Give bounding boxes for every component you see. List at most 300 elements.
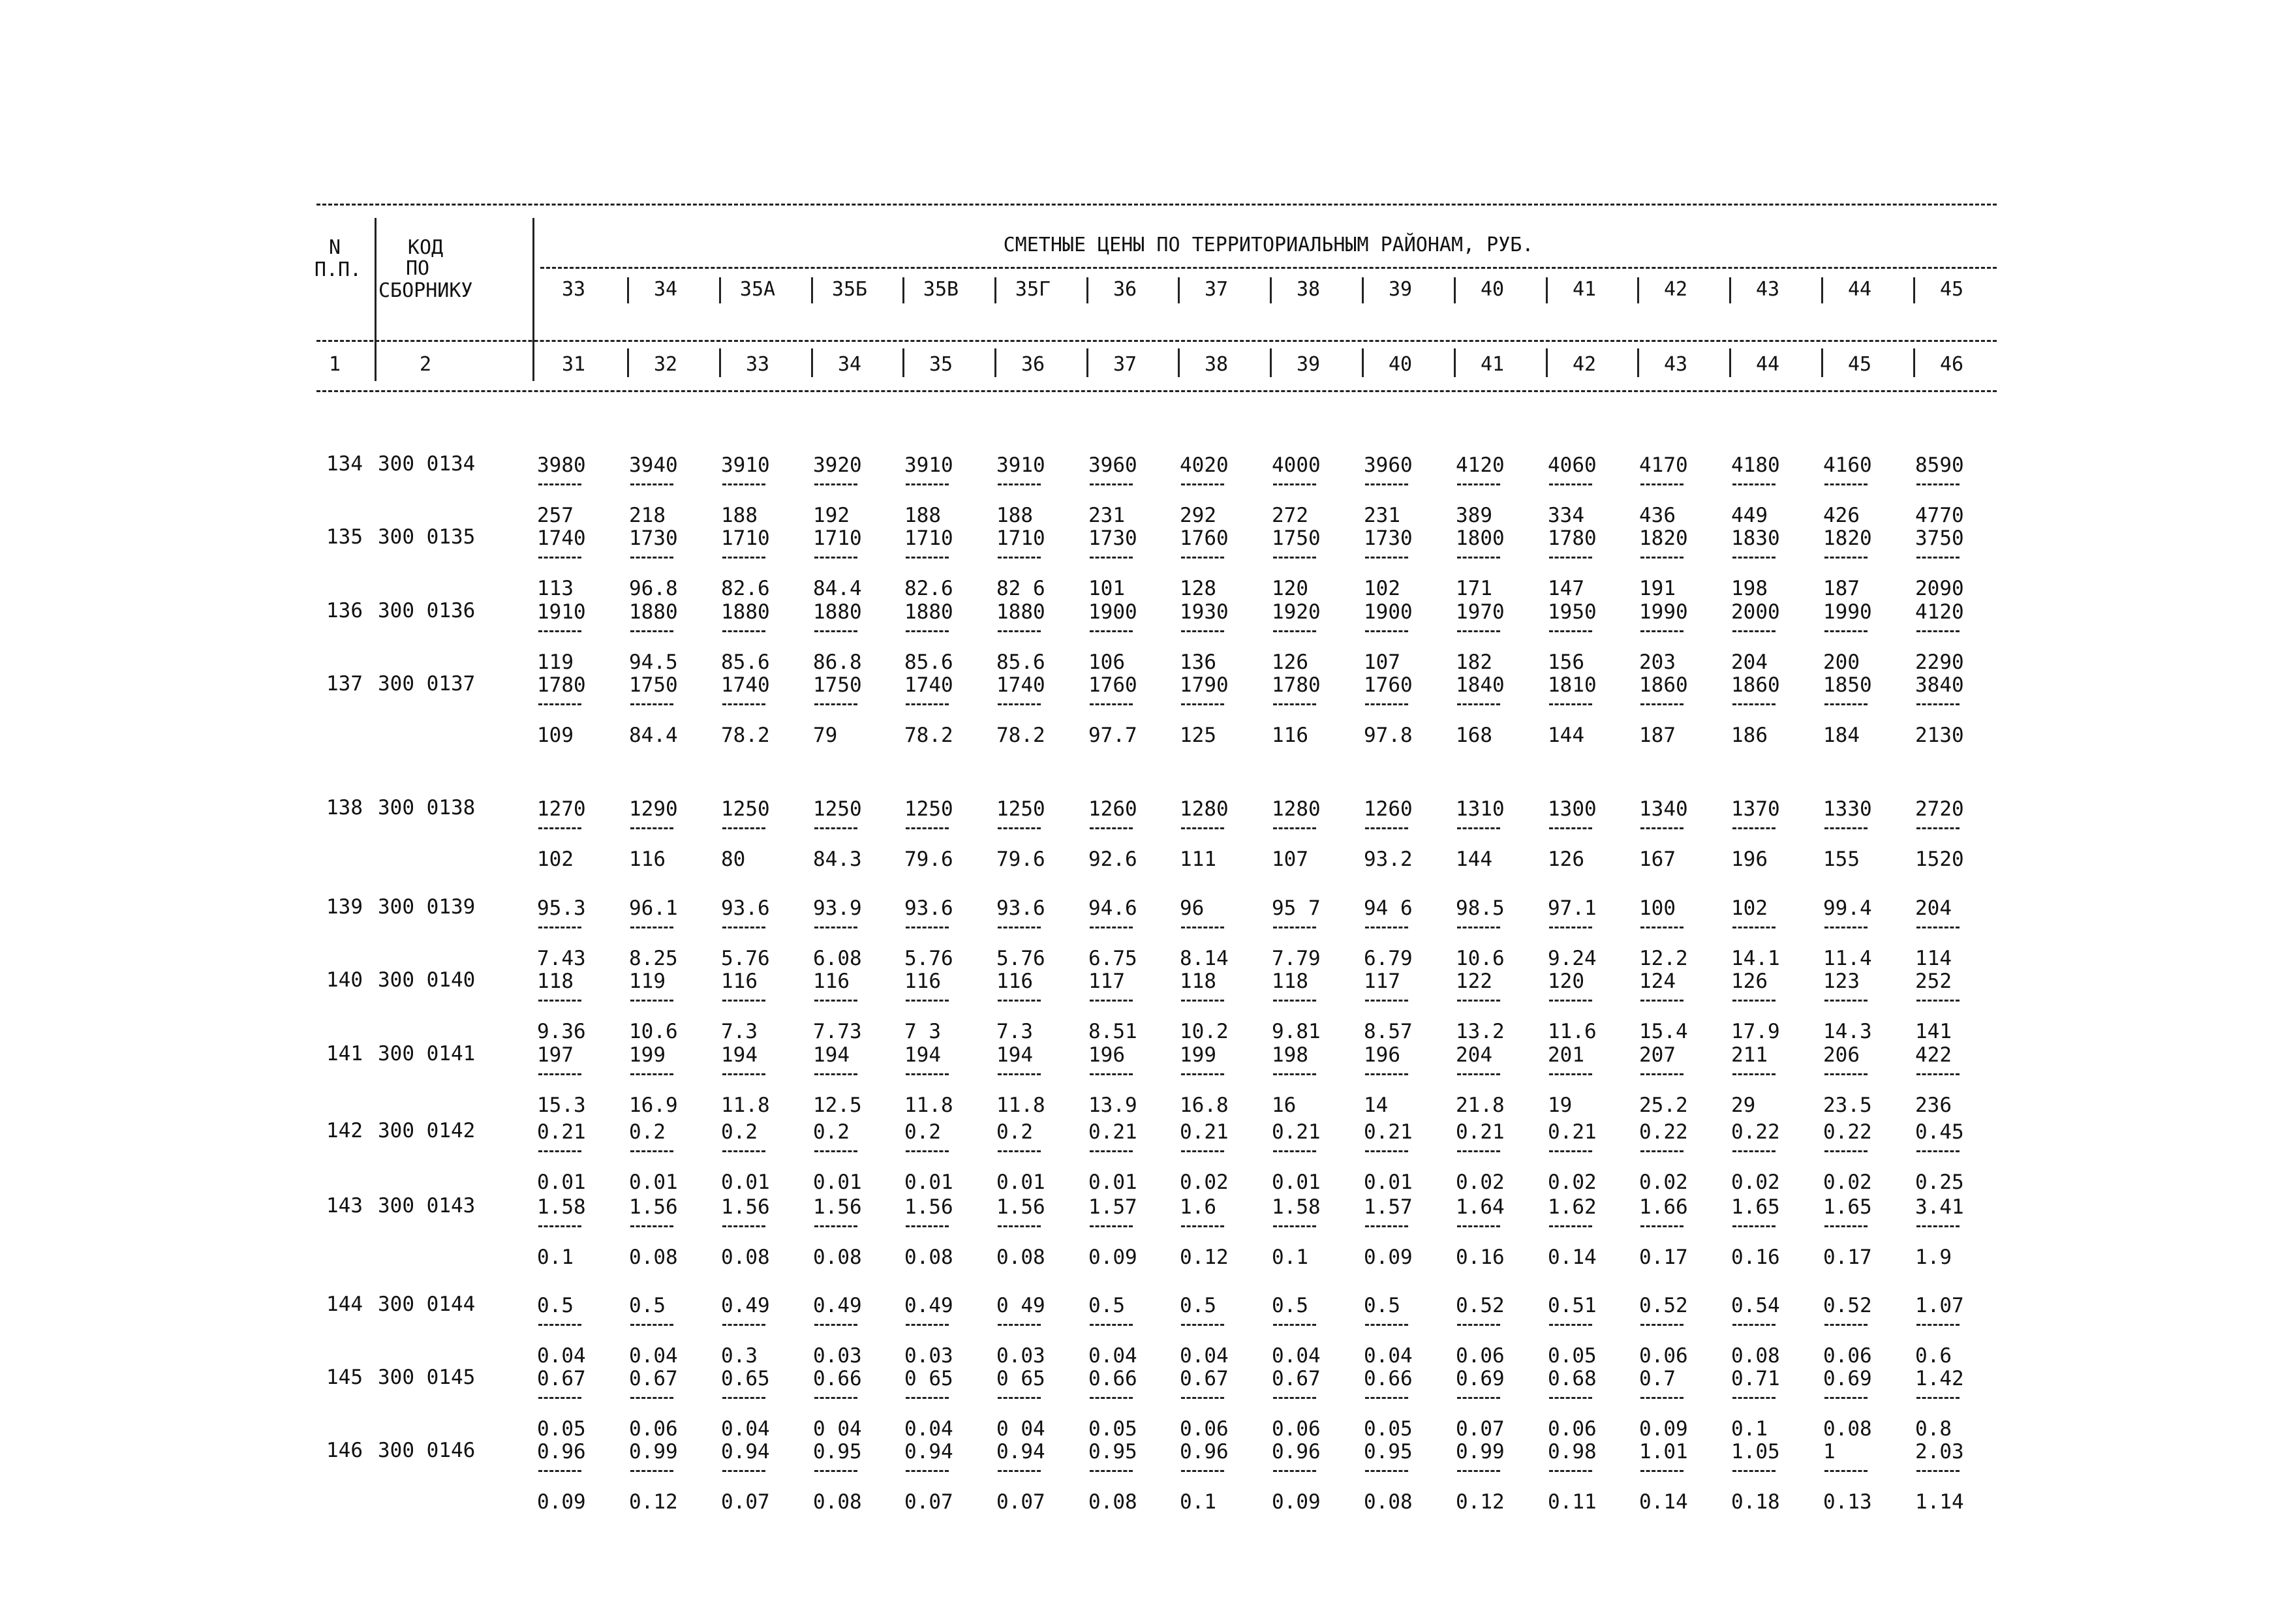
- price-value: 1250: [996, 797, 1045, 821]
- price-value: 124: [1639, 970, 1676, 993]
- price-value: 1250: [721, 797, 770, 821]
- fraction-bar: [630, 557, 673, 559]
- price-value: 206: [1823, 1043, 1860, 1067]
- fraction-bar: [998, 1470, 1041, 1472]
- row-number: 138: [326, 796, 363, 820]
- row-number: 143: [326, 1194, 363, 1218]
- price-value: 199: [1180, 1043, 1216, 1067]
- row-code: 300 0136: [378, 599, 476, 622]
- price-value: 0.21: [1364, 1120, 1413, 1144]
- fraction-bar: [814, 630, 857, 632]
- price-value-lower: 13.2: [1456, 1020, 1505, 1043]
- price-value-lower: 0.14: [1548, 1246, 1597, 1269]
- price-value: 1710: [721, 527, 770, 550]
- fraction-bar: [998, 630, 1041, 632]
- row-number: 134: [326, 452, 363, 476]
- fraction-bar: [1457, 1324, 1500, 1326]
- price-value-lower: 86.8: [813, 651, 862, 674]
- index-col-sep: [627, 348, 629, 377]
- fraction-bar: [814, 1073, 857, 1075]
- price-value: 0 49: [996, 1294, 1045, 1317]
- fraction-bar: [1732, 927, 1776, 928]
- fraction-bar: [906, 1073, 949, 1075]
- price-value-lower: 147: [1548, 577, 1584, 600]
- price-value-lower: 0.06: [1548, 1417, 1597, 1441]
- price-value-lower: 0.12: [1180, 1246, 1229, 1269]
- price-value: 1310: [1456, 797, 1505, 821]
- fraction-bar: [1916, 630, 1960, 632]
- price-value: 1900: [1364, 600, 1413, 624]
- price-value: 1760: [1088, 673, 1137, 697]
- fraction-bar: [1549, 1073, 1592, 1075]
- price-value: 1.66: [1639, 1195, 1688, 1219]
- fraction-bar: [1824, 1397, 1868, 1399]
- fraction-bar: [1273, 1150, 1316, 1152]
- price-value-lower: 19: [1548, 1094, 1573, 1117]
- price-value-lower: 8.57: [1364, 1020, 1413, 1043]
- fraction-bar: [630, 1324, 673, 1326]
- price-value: 0.95: [1088, 1440, 1137, 1463]
- price-value-lower: 2290: [1915, 651, 1964, 674]
- price-value: 0.99: [629, 1440, 678, 1463]
- price-value-lower: 188: [904, 504, 941, 527]
- fraction-bar: [1365, 1397, 1408, 1399]
- price-value-lower: 16.9: [629, 1094, 678, 1117]
- price-value-lower: 23.5: [1823, 1094, 1872, 1117]
- price-value: 4000: [1272, 453, 1321, 477]
- price-value-lower: 0.08: [1823, 1417, 1872, 1441]
- fraction-bar: [630, 1470, 673, 1472]
- price-value: 118: [537, 970, 574, 993]
- district-col-sep: [719, 277, 721, 303]
- fraction-bar: [1365, 1073, 1408, 1075]
- district-header: 34: [653, 278, 678, 301]
- fraction-bar: [1916, 557, 1960, 559]
- district-col-sep: [627, 277, 629, 303]
- price-value: 1920: [1272, 600, 1321, 624]
- column-number: 44: [1755, 353, 1780, 376]
- price-value: 0.94: [721, 1440, 770, 1463]
- price-value: 1840: [1456, 673, 1505, 697]
- fraction-bar: [1457, 703, 1500, 705]
- price-value-lower: 7.43: [537, 947, 586, 970]
- header-main-title: СМЕТНЫЕ ЦЕНЫ ПО ТЕРРИТОРИАЛЬНЫМ РАЙОНАМ, РУБ.: [1003, 234, 1534, 256]
- price-value-lower: 85.6: [996, 651, 1045, 674]
- price-value-lower: 0.06: [1272, 1417, 1321, 1441]
- price-value-lower: 12.5: [813, 1094, 862, 1117]
- fraction-bar: [1090, 927, 1133, 928]
- price-value-lower: 0.08: [813, 1490, 862, 1514]
- price-value: 0.68: [1548, 1367, 1597, 1390]
- fraction-bar: [630, 1150, 673, 1152]
- price-value-lower: 82 6: [996, 577, 1045, 600]
- price-value: 0.5: [1364, 1294, 1400, 1317]
- column-number: 42: [1572, 353, 1597, 376]
- price-value-lower: 136: [1180, 651, 1216, 674]
- district-col-sep: [1086, 277, 1088, 303]
- price-value-lower: 0.05: [1088, 1417, 1137, 1441]
- index-col-sep: [994, 348, 996, 377]
- price-value: 93.6: [721, 896, 770, 920]
- price-value: 93.9: [813, 896, 862, 920]
- fraction-bar: [1916, 703, 1960, 705]
- price-value-lower: 0.05: [537, 1417, 586, 1441]
- district-header: 35Б: [831, 278, 868, 301]
- fraction-bar: [998, 1225, 1041, 1227]
- fraction-bar: [630, 1225, 673, 1227]
- index-col-sep: [532, 348, 534, 377]
- price-value-lower: 0.04: [1180, 1344, 1229, 1368]
- fraction-bar: [1090, 630, 1133, 632]
- price-value-lower: 8.25: [629, 947, 678, 970]
- price-value-lower: 292: [1180, 504, 1216, 527]
- price-value-lower: 0.01: [904, 1171, 953, 1194]
- price-value-lower: 113: [537, 577, 574, 600]
- fraction-bar: [1273, 630, 1316, 632]
- price-value-lower: 107: [1272, 848, 1308, 871]
- fraction-bar: [1181, 1324, 1224, 1326]
- header-code-label-po: ПО: [405, 257, 430, 280]
- price-value: 196: [1088, 1043, 1125, 1067]
- fraction-bar: [906, 557, 949, 559]
- price-value: 211: [1731, 1043, 1768, 1067]
- price-value: 0.51: [1548, 1294, 1597, 1317]
- fraction-bar: [1457, 630, 1500, 632]
- fraction-bar: [1365, 483, 1408, 485]
- price-value: 0.69: [1823, 1367, 1872, 1390]
- price-value-lower: 0.04: [1364, 1344, 1413, 1368]
- fraction-bar: [1273, 557, 1316, 559]
- price-value: 0.71: [1731, 1367, 1780, 1390]
- fraction-bar: [1549, 1397, 1592, 1399]
- price-value: 0.45: [1915, 1120, 1964, 1144]
- price-value-lower: 5.76: [721, 947, 770, 970]
- fraction-bar: [722, 827, 765, 829]
- fraction-bar: [1457, 1397, 1500, 1399]
- price-value-lower: 0.03: [996, 1344, 1045, 1368]
- price-value-lower: 17.9: [1731, 1020, 1780, 1043]
- district-header: 33: [561, 278, 586, 301]
- price-value: 0.21: [1548, 1120, 1597, 1144]
- fraction-bar: [1640, 1000, 1684, 1002]
- price-value-lower: 334: [1548, 504, 1584, 527]
- price-value-lower: 0.04: [721, 1417, 770, 1441]
- district-col-sep: [1270, 277, 1272, 303]
- fraction-bar: [1457, 1150, 1500, 1152]
- price-value-lower: 0.12: [629, 1490, 678, 1514]
- row-code: 300 0143: [378, 1194, 476, 1218]
- column-number: 34: [837, 353, 862, 376]
- fraction-bar: [1549, 1470, 1592, 1472]
- price-value: 1740: [904, 673, 953, 697]
- price-value-lower: 7.79: [1272, 947, 1321, 970]
- price-value-lower: 0.02: [1731, 1171, 1780, 1194]
- district-header: 41: [1572, 278, 1597, 301]
- price-value-lower: 79.6: [996, 848, 1045, 871]
- price-value-lower: 0.07: [1456, 1417, 1505, 1441]
- fraction-bar: [722, 557, 765, 559]
- district-header: 37: [1204, 278, 1229, 301]
- row-code: 300 0142: [378, 1119, 476, 1142]
- fraction-bar: [1916, 1000, 1960, 1002]
- index-col-sep: [811, 348, 813, 377]
- price-value-lower: 2090: [1915, 577, 1964, 600]
- price-value: 97.1: [1548, 896, 1597, 920]
- column-number: 46: [1939, 353, 1964, 376]
- fraction-bar: [1640, 1324, 1684, 1326]
- fraction-bar: [814, 1397, 857, 1399]
- price-value: 0.21: [1456, 1120, 1505, 1144]
- price-value-lower: 0.03: [813, 1344, 862, 1368]
- price-value: 1990: [1823, 600, 1872, 624]
- fraction-bar: [1916, 827, 1960, 829]
- fraction-bar: [1549, 630, 1592, 632]
- price-value-lower: 16.8: [1180, 1094, 1229, 1117]
- fraction-bar: [998, 703, 1041, 705]
- price-value-lower: 0.08: [1731, 1344, 1780, 1368]
- price-value: 0.49: [813, 1294, 862, 1317]
- price-value-lower: 9.24: [1548, 947, 1597, 970]
- fraction-bar: [1916, 1397, 1960, 1399]
- fraction-bar: [538, 483, 581, 485]
- price-value-lower: 0.11: [1548, 1490, 1597, 1514]
- header-index-1: 1: [328, 353, 341, 376]
- column-number: 36: [1021, 353, 1045, 376]
- price-value: 116: [813, 970, 850, 993]
- price-value-lower: 198: [1731, 577, 1768, 600]
- price-value-lower: 0.04: [537, 1344, 586, 1368]
- price-value-lower: 5.76: [996, 947, 1045, 970]
- price-value: 123: [1823, 970, 1860, 993]
- fraction-bar: [906, 703, 949, 705]
- fraction-bar: [1181, 1073, 1224, 1075]
- price-value: 1900: [1088, 600, 1137, 624]
- fraction-bar: [1732, 827, 1776, 829]
- price-value: 0.96: [1272, 1440, 1321, 1463]
- row-number: 145: [326, 1366, 363, 1389]
- price-value: 1.56: [996, 1195, 1045, 1219]
- fraction-bar: [1824, 927, 1868, 928]
- fraction-bar: [814, 703, 857, 705]
- price-value-lower: 106: [1088, 651, 1125, 674]
- price-value-lower: 0.1: [1731, 1417, 1768, 1441]
- price-value: 1750: [813, 673, 862, 697]
- fraction-bar: [1916, 1150, 1960, 1152]
- price-value-lower: 94.5: [629, 651, 678, 674]
- fraction-bar: [1549, 1150, 1592, 1152]
- row-code: 300 0138: [378, 796, 476, 820]
- price-value-lower: 257: [537, 504, 574, 527]
- fraction-bar: [1916, 1324, 1960, 1326]
- index-col-sep: [1637, 348, 1639, 377]
- price-value-lower: 0.17: [1639, 1246, 1688, 1269]
- fraction-bar: [1549, 557, 1592, 559]
- price-value-lower: 92.6: [1088, 848, 1137, 871]
- price-value-lower: 10.6: [1456, 947, 1505, 970]
- price-value: 98.5: [1456, 896, 1505, 920]
- price-value-lower: 84.4: [629, 724, 678, 747]
- price-value-lower: 11.8: [721, 1094, 770, 1117]
- fraction-bar: [1640, 630, 1684, 632]
- fraction-bar: [1732, 1397, 1776, 1399]
- fraction-bar: [998, 483, 1041, 485]
- fraction-bar: [722, 703, 765, 705]
- fraction-bar: [1640, 1397, 1684, 1399]
- fraction-bar: [1824, 703, 1868, 705]
- fraction-bar: [906, 827, 949, 829]
- index-col-sep: [1454, 348, 1456, 377]
- price-value: 93.6: [904, 896, 953, 920]
- fraction-bar: [1824, 483, 1868, 485]
- price-value: 1880: [629, 600, 678, 624]
- fraction-bar: [998, 927, 1041, 928]
- price-value: 0.2: [629, 1120, 666, 1144]
- price-value: 1970: [1456, 600, 1505, 624]
- price-value-lower: 0.03: [904, 1344, 953, 1368]
- row-number: 136: [326, 599, 363, 622]
- price-value: 94.6: [1088, 896, 1137, 920]
- price-value-lower: 8.51: [1088, 1020, 1137, 1043]
- price-value: 0.22: [1639, 1120, 1688, 1144]
- district-col-sep: [1821, 277, 1823, 303]
- district-col-sep: [1178, 277, 1180, 303]
- fraction-bar: [814, 1000, 857, 1002]
- price-value-lower: 0.16: [1456, 1246, 1505, 1269]
- price-value-lower: 4770: [1915, 504, 1964, 527]
- price-value: 1830: [1731, 527, 1780, 550]
- district-header: 35А: [739, 278, 776, 301]
- price-value-lower: 0.04: [629, 1344, 678, 1368]
- price-value: 1270: [537, 797, 586, 821]
- price-value-lower: 79: [813, 724, 838, 747]
- district-header: 35В: [923, 278, 959, 301]
- price-value-lower: 78.2: [904, 724, 953, 747]
- price-value: 0 65: [904, 1367, 953, 1390]
- fraction-bar: [1090, 1000, 1133, 1002]
- price-value-lower: 116: [629, 848, 666, 871]
- fraction-bar: [630, 1073, 673, 1075]
- price-value-lower: 12.2: [1639, 947, 1688, 970]
- price-value: 194: [996, 1043, 1033, 1067]
- price-value-lower: 231: [1088, 504, 1125, 527]
- row-number: 141: [326, 1042, 363, 1065]
- fraction-bar: [1824, 827, 1868, 829]
- price-value-lower: 0.04: [904, 1417, 953, 1441]
- fraction-bar: [538, 630, 581, 632]
- row-number: 142: [326, 1119, 363, 1142]
- price-value-lower: 0.06: [1456, 1344, 1505, 1368]
- price-value: 0.5: [629, 1294, 666, 1317]
- price-value-lower: 144: [1456, 848, 1492, 871]
- fraction-bar: [1640, 827, 1684, 829]
- price-value: 1330: [1823, 797, 1872, 821]
- price-value-lower: 0 04: [996, 1417, 1045, 1441]
- price-value-lower: 0.09: [1272, 1490, 1321, 1514]
- price-value: 1740: [721, 673, 770, 697]
- price-value: 1780: [1548, 527, 1597, 550]
- price-value: 1250: [813, 797, 862, 821]
- header-index-rule: [316, 340, 1997, 342]
- price-value: 194: [721, 1043, 758, 1067]
- price-value-lower: 6.08: [813, 947, 862, 970]
- price-value: 0.54: [1731, 1294, 1780, 1317]
- price-value: 4120: [1456, 453, 1505, 477]
- price-value-lower: 82.6: [904, 577, 953, 600]
- price-value: 0.5: [1088, 1294, 1125, 1317]
- price-value: 1760: [1180, 527, 1229, 550]
- price-value-lower: 7.73: [813, 1020, 862, 1043]
- fraction-bar: [998, 1324, 1041, 1326]
- price-value: 0.66: [813, 1367, 862, 1390]
- fraction-bar: [1365, 1324, 1408, 1326]
- price-value: 1340: [1639, 797, 1688, 821]
- district-header: 43: [1755, 278, 1780, 301]
- price-value: 1750: [1272, 527, 1321, 550]
- price-value-lower: 204: [1731, 651, 1768, 674]
- price-value: 207: [1639, 1043, 1676, 1067]
- fraction-bar: [1457, 483, 1500, 485]
- price-value: 0.49: [904, 1294, 953, 1317]
- fraction-bar: [538, 1324, 581, 1326]
- fraction-bar: [1549, 703, 1592, 705]
- price-value-lower: 97.8: [1364, 724, 1413, 747]
- price-value: 422: [1915, 1043, 1952, 1067]
- price-value: 0.65: [721, 1367, 770, 1390]
- fraction-bar: [630, 703, 673, 705]
- price-value-lower: 0.02: [1823, 1171, 1872, 1194]
- index-col-sep: [1546, 348, 1548, 377]
- fraction-bar: [906, 927, 949, 928]
- price-value: 116: [904, 970, 941, 993]
- price-value-lower: 80: [721, 848, 746, 871]
- fraction-bar: [630, 1397, 673, 1399]
- price-value-lower: 84.4: [813, 577, 862, 600]
- fraction-bar: [1273, 703, 1316, 705]
- fraction-bar: [1916, 1225, 1960, 1227]
- price-value: 1.56: [629, 1195, 678, 1219]
- price-value: 120: [1548, 970, 1584, 993]
- district-header: 39: [1388, 278, 1413, 301]
- price-value: 0.49: [721, 1294, 770, 1317]
- fraction-bar: [1549, 927, 1592, 928]
- price-value-lower: 1.9: [1915, 1246, 1952, 1269]
- price-value-lower: 0.01: [537, 1171, 586, 1194]
- price-value-lower: 7 3: [904, 1020, 941, 1043]
- district-col-sep: [1454, 277, 1456, 303]
- price-value: 2000: [1731, 600, 1780, 624]
- header-top-rule: [316, 204, 1997, 206]
- price-value-lower: 107: [1364, 651, 1400, 674]
- price-value-lower: 0.09: [1639, 1417, 1688, 1441]
- price-value-lower: 29: [1731, 1094, 1756, 1117]
- price-value: 119: [629, 970, 666, 993]
- fraction-bar: [1181, 1150, 1224, 1152]
- price-value-lower: 97.7: [1088, 724, 1137, 747]
- price-value: 1930: [1180, 600, 1229, 624]
- column-number: 45: [1847, 353, 1872, 376]
- fraction-bar: [1824, 1225, 1868, 1227]
- fraction-bar: [1365, 1225, 1408, 1227]
- fraction-bar: [814, 1324, 857, 1326]
- index-col-sep: [1362, 348, 1364, 377]
- fraction-bar: [906, 1150, 949, 1152]
- price-value-lower: 141: [1915, 1020, 1952, 1043]
- fraction-bar: [1365, 927, 1408, 928]
- price-value-lower: 272: [1272, 504, 1308, 527]
- price-value-lower: 21.8: [1456, 1094, 1505, 1117]
- price-value: 96: [1180, 896, 1205, 920]
- price-value: 1.56: [813, 1195, 862, 1219]
